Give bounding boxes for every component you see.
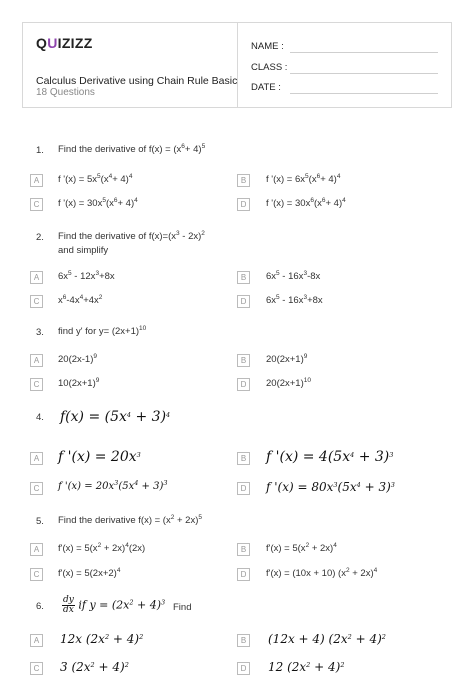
question-formula: $\frac{dy}{dx}$ if $y = (2x^2 + 4)^3$ — [63, 595, 166, 615]
option-d[interactable]: $6x^5 - 16x^3+8x$ — [266, 294, 323, 306]
option-d-box[interactable]: D — [237, 198, 250, 211]
option-d[interactable]: f'(x) = (10x + 10) $(x^2 + 2x)^4$ — [266, 567, 378, 579]
question-text-line2: and simplify — [58, 245, 109, 256]
class-line[interactable] — [290, 73, 438, 74]
option-a-box[interactable]: A — [30, 543, 43, 556]
option-a-box[interactable]: A — [30, 452, 43, 465]
header-divider — [237, 22, 238, 108]
option-c[interactable]: f '$(x) = 30x^5(x^6+ 4)^4$ — [58, 197, 138, 209]
option-d[interactable]: f '$(x) = 30x^6(x^6+ 4)^4$ — [266, 197, 346, 209]
option-b-box[interactable]: B — [237, 354, 250, 367]
option-c[interactable]: $x^6-4x^4+4x^2$ — [58, 294, 103, 306]
question-count: 18 Questions — [36, 87, 95, 98]
option-d-box[interactable]: D — [237, 568, 250, 581]
question-number: 1. — [36, 145, 44, 156]
question-number: 5. — [36, 516, 44, 527]
option-b-box[interactable]: B — [237, 452, 250, 465]
option-a-box[interactable]: A — [30, 354, 43, 367]
option-c[interactable]: f '$(x) = 20x^3(5x^4 + 3)^3$ — [58, 479, 168, 492]
option-b-box[interactable]: B — [237, 174, 250, 187]
quizizz-logo: QUIZIZZ — [36, 35, 93, 51]
option-a[interactable]: f '$(x) = 20x^3$ — [58, 449, 141, 465]
question-text: Find the derivative of $f(x)=(x^3 - 2x)^2$ and simplify — [58, 230, 205, 256]
option-c[interactable]: $10(2x+1)^9$ — [58, 377, 100, 389]
option-c-box[interactable]: C — [30, 198, 43, 211]
question-number: 3. — [36, 327, 44, 338]
question-text: Find the derivative $f(x) = (x^2 + 2x)^5$ — [58, 514, 203, 526]
option-b[interactable]: f '$(x) = 4(5x^4 + 3)^3$ — [266, 449, 394, 465]
option-c-box[interactable]: C — [30, 482, 43, 495]
option-d[interactable]: $20(2x+1)^{10}$ — [266, 377, 311, 389]
option-b[interactable]: $20(2x+1)^9$ — [266, 353, 308, 365]
option-b-box[interactable]: B — [237, 543, 250, 556]
option-a[interactable]: 12x $(2x^2 + 4)^2$ — [60, 632, 144, 646]
question-text: Find the derivative of $f(x) = (x^6+ 4)^5$ — [58, 143, 206, 155]
question-number: 6. — [36, 601, 44, 612]
name-line[interactable] — [290, 52, 438, 53]
name-label: NAME : — [251, 41, 284, 52]
option-a[interactable]: f '$(x) = 5x^5(x^4+ 4)^4$ — [58, 173, 133, 185]
option-d-box[interactable]: D — [237, 295, 250, 308]
option-a-box[interactable]: A — [30, 271, 43, 284]
option-b-box[interactable]: B — [237, 271, 250, 284]
option-d[interactable]: 12 $(2x^2 + 4)^2$ — [268, 660, 345, 674]
question-text-find: Find — [173, 602, 192, 613]
option-c-box[interactable]: C — [30, 378, 43, 391]
option-a-box[interactable]: A — [30, 634, 43, 647]
question-formula: $f(x) = (5x^4 + 3)^4$ — [60, 409, 171, 425]
option-a[interactable]: $20(2x-1)^9$ — [58, 353, 97, 365]
option-c-box[interactable]: C — [30, 568, 43, 581]
option-a[interactable]: $f'(x) = 5(x^2 + 2x)^4(2x)$ — [58, 542, 146, 554]
option-d-box[interactable]: D — [237, 482, 250, 495]
option-b[interactable]: (12x + 4) $(2x^2 + 4)^2$ — [268, 632, 386, 646]
option-c-box[interactable]: C — [30, 662, 43, 675]
option-c-box[interactable]: C — [30, 295, 43, 308]
option-b[interactable]: $6x^5 - 16x^3-8x$ — [266, 270, 321, 282]
question-text: find y' for $y= (2x+1)^{10}$ — [58, 325, 147, 337]
option-b-box[interactable]: B — [237, 634, 250, 647]
option-c[interactable]: 3 $(2x^2 + 4)^2$ — [60, 660, 129, 674]
question-number: 4. — [36, 412, 44, 423]
option-d-box[interactable]: D — [237, 662, 250, 675]
class-label: CLASS : — [251, 62, 288, 73]
option-b[interactable]: f '$(x) = 6x^5(x^6+ 4)^4$ — [266, 173, 341, 185]
question-number: 2. — [36, 232, 44, 243]
option-c[interactable]: $f'(x) = 5(2x+2)^4$ — [58, 567, 121, 579]
option-d[interactable]: f '$(x) = 80x^3(5x^4 + 3)^3$ — [266, 480, 395, 494]
option-b[interactable]: $f'(x) = 5(x^2 + 2x)^4$ — [266, 542, 337, 554]
option-a[interactable]: $6x^5 - 12x^3+8x$ — [58, 270, 115, 282]
date-label: DATE : — [251, 82, 281, 93]
worksheet-title: Calculus Derivative using Chain Rule Basic — [36, 75, 238, 87]
option-d-box[interactable]: D — [237, 378, 250, 391]
date-line[interactable] — [290, 93, 438, 94]
option-a-box[interactable]: A — [30, 174, 43, 187]
